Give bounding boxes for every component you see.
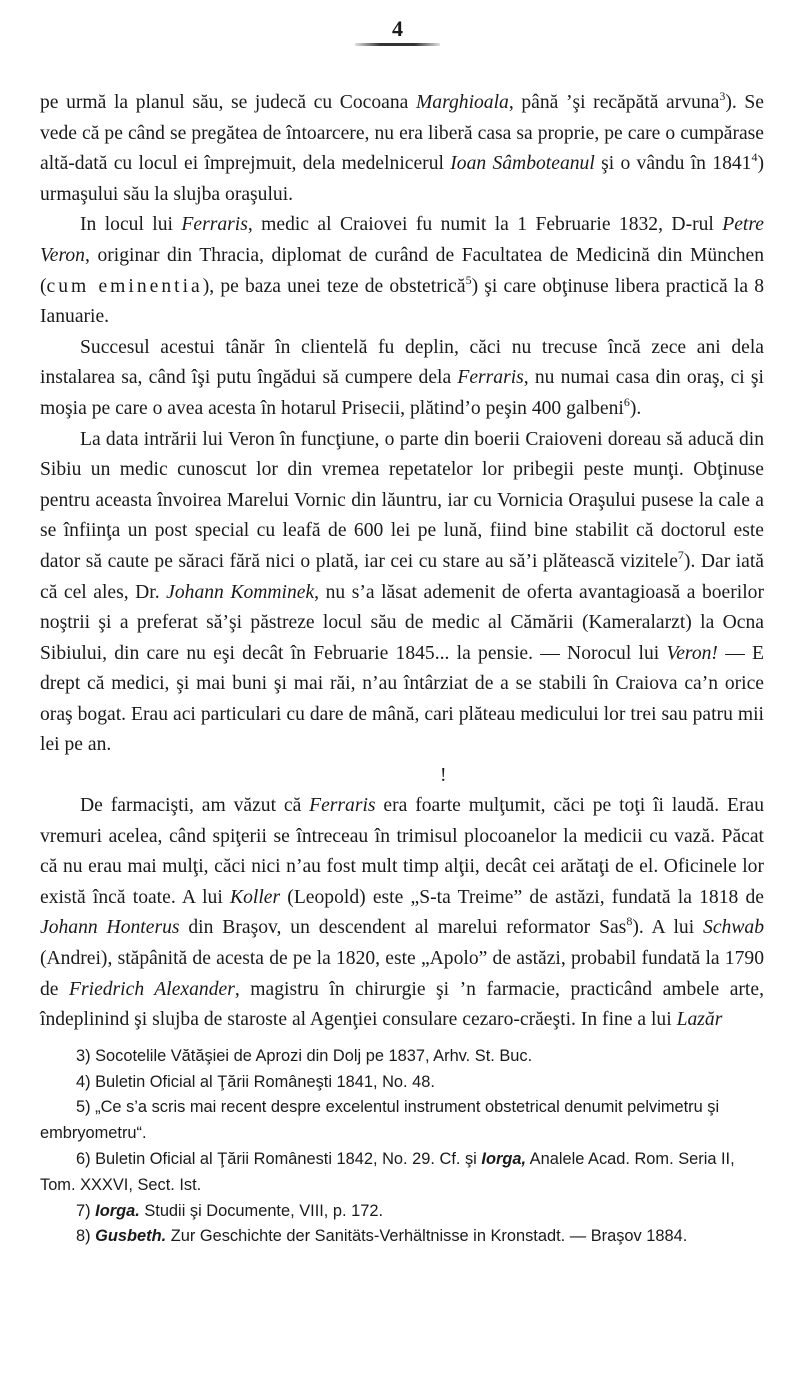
page-number: 4: [392, 16, 403, 41]
page-number-rule: [355, 43, 440, 46]
footnotes: [40, 1044, 764, 1250]
stray-mark: !: [440, 765, 447, 787]
body-paragraph: La data intrării lui Veron în funcţiune, o parte din boerii Craioveni doreau să aducă din Sibiu un medic cunoscut lor din vremea repetatelor lor pribegii peste munţi. Obţinuse pentru aceasta învoirea Marelui Vornic din lăuntru, iar cu Vornicia Oraşului pusese la cale a se înfiinţa un post special cu leafă de 600 lei pe lună, fiind bine stabilit că doctorul este dator să caute pe săraci fără nici o plată, iar cei cu stare au să’i plătească vizitele$^7$). Dar iată că cel ales, Dr. Johann Komminek, nu s’a lăsat ademenit de oferta avantagioasă a boerilor noştrii şi a preferat să’şi păstreze locul său de medic al Cămării (Kameralarzt) la Ocna Sibiului, din care nu eşi decât în Februarie 1845... la pensie. — Norocul lui Veron! — E drept că medici, şi mai buni şi mai răi, n’au întârziat de a se stabili în Craiova ca’n orice oraş bogat. Erau aci particulari cu dare de mână, cari plăteau medicului lor trei sau patru mii lei pe an.: [40, 428, 764, 756]
footnote: 7) Iorga. Studii şi Documente, VIII, p. 172.: [76, 1201, 384, 1220]
body-text: [40, 88, 764, 1036]
footnote: 6) Buletin Oficial al Ţării Românesti 1842, No. 29. Cf. şi Iorga, Analele Acad. Rom. Seria II, Tom. XXXVI, Sect. Ist.: [40, 1150, 735, 1194]
body-paragraph: In locul lui Ferraris, medic al Craiovei fu numit la 1 Februarie 1832, D-rul Petre Veron, originar din Thracia, diplomat de curând de Facultatea de Medicină din München (cum eminentia), pe baza unei teze de obstetrică$^5$) şi care obţinuse libera practică la 8 Ianuarie.: [40, 214, 765, 328]
footnote: 8) Gusbeth. Zur Geschichte der Sanitäts-Verhältnisse in Kronstadt. — Braşov 1884.: [76, 1227, 688, 1246]
footnote: 5) „Ce s’a scris mai recent despre excelentul instrument obstetrical denumit pelvimetru şi embryometru“.: [40, 1098, 720, 1143]
footnote: 4) Buletin Oficial al Ţării Româneşti 1841, No. 48.: [76, 1072, 435, 1091]
body-paragraph: pe urmă la planul său, se judecă cu Cocoana Marghioala, până ’şi recăpătă arvuna$^3$). Se vede că pe când se pregătea de întoarcere, nu era liberă casa sa proprie, pe care o cumpărase altă-dată cu locul ei împrejmuit, dela medelnicerul Ioan Sâmboteanul şi o vându în 1841$^4$) urmaşului său la slujba oraşului.: [40, 89, 764, 205]
footnote: 3) Socotelile Vătăşiei de Aprozi din Dolj pe 1837, Arhv. St. Buc.: [76, 1046, 533, 1065]
body-paragraph: De farmacişti, am văzut că Ferraris era foarte mulţumit, căci pe toţi îi laudă. Erau vremuri acelea, când spiţerii se întreceau în trimisul plocoanelor la medicii cu vază. Păcat că nu erau mai mulţi, căci nici n’au fost mult timp alţii, decât cei arătaţi de el. Oficinele lor există încă toate. A lui Koller (Leopold) este „S-ta Treime” de astăzi, fundată la 1818 de Johann Honterus din Braşov, un descendent al marelui reformator Sas$^8$). A lui Schwab (Andrei), stăpânită de acesta de pe la 1820, este „Apolo” de astăzi, probabil fundată la 1790 de Friedrich Alexander, magistru în chirurgie şi ’n farmacie, practicând ambele arte, îndeplinind şi slujba de staroste al Agenţiei consulare cezaro-crăeşti. In fine a lui Lazăr: [40, 795, 764, 1031]
body-paragraph: Succesul acestui tânăr în clientelă fu deplin, căci nu trecuse încă zece ani dela instalarea sa, când îşi putu îngădui să cumpere dela Ferraris, nu numai casa din oraş, ci şi moşia pe care o avea acesta în hotarul Prisecii, plătind’o peşin 400 galbeni$^6$).: [40, 336, 764, 419]
